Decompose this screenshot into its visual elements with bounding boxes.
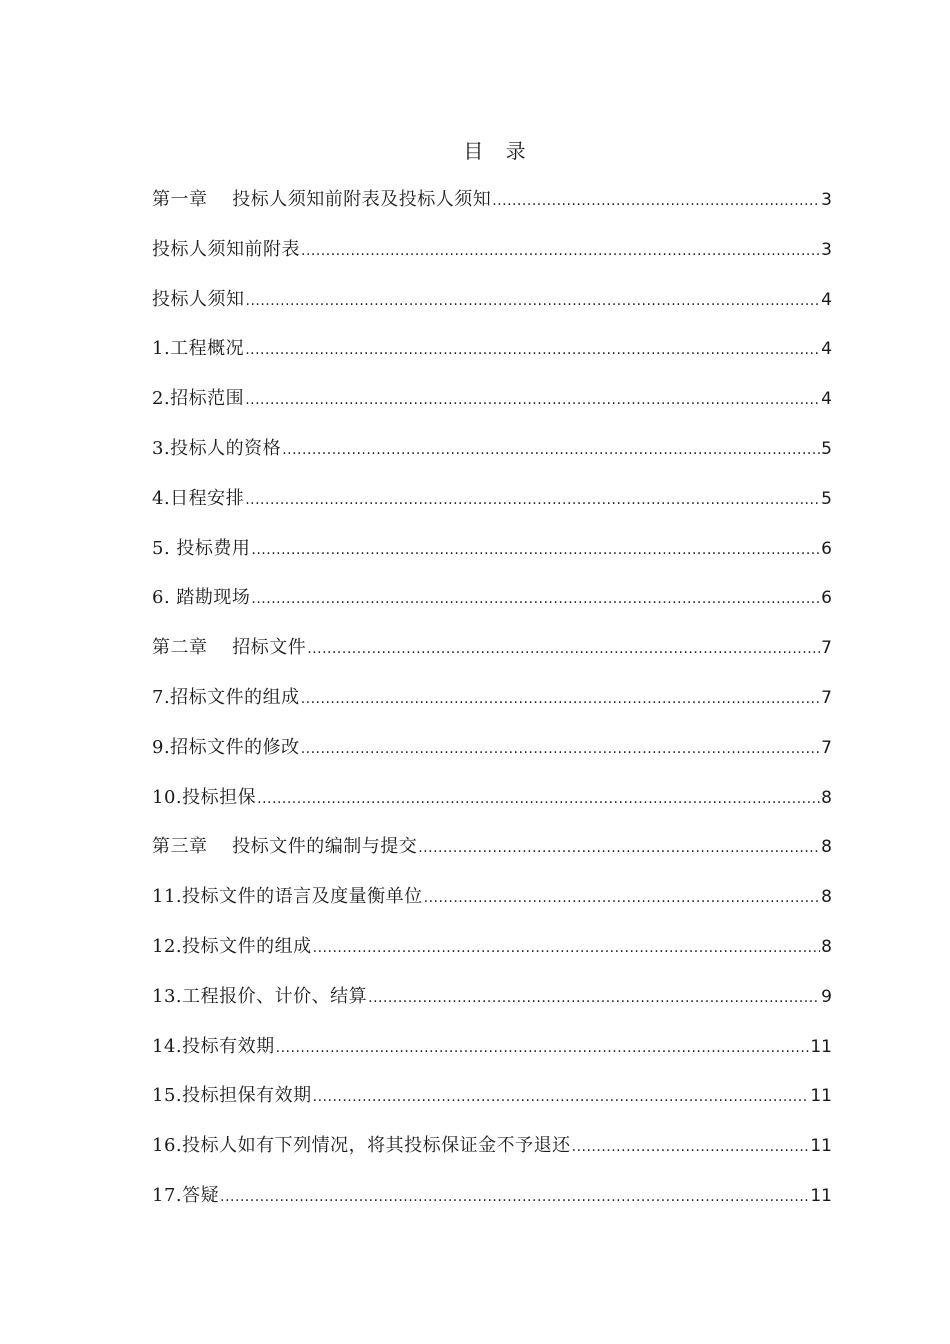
toc-entry-page: 3 (821, 239, 832, 260)
toc-entry[interactable] (152, 933, 832, 983)
toc-leader-dots (276, 1034, 810, 1062)
toc-leader-dots (220, 1183, 809, 1211)
toc-entry[interactable] (152, 983, 832, 1033)
toc-entry-page: 4 (821, 339, 832, 360)
toc-entry-page: 8 (821, 837, 832, 858)
toc-entry-label: 4.日程安排 (152, 487, 245, 509)
toc-entry-page: 3 (821, 190, 832, 210)
toc-leader-dots (245, 386, 820, 414)
toc-entry-label: 第一章 投标人须知前附表及投标人须知 (152, 189, 492, 210)
toc-entry-label: 6. 踏勘现场 (152, 587, 251, 609)
toc-entry-page: 11 (810, 1185, 832, 1206)
toc-entry-page: 6 (821, 588, 832, 609)
toc-entry[interactable] (152, 684, 832, 734)
toc-leader-dots (245, 336, 820, 364)
toc-leader-dots (251, 536, 820, 564)
toc-entry-label: 投标人须知前附表 (152, 238, 300, 260)
toc-entry[interactable] (152, 186, 832, 236)
toc-entry[interactable] (152, 734, 832, 784)
toc-entry-page: 11 (810, 1036, 832, 1057)
toc-entry-page: 6 (821, 538, 832, 559)
toc-leader-dots (424, 884, 821, 912)
toc-entry-label: 17.答疑 (152, 1184, 220, 1206)
toc-entry-label: 15.投标担保有效期 (152, 1085, 312, 1107)
toc-leader-dots (307, 635, 820, 663)
toc-entry-page: 4 (821, 389, 832, 410)
toc-entry-page: 11 (810, 1136, 832, 1157)
toc-entry-label: 10.投标担保 (152, 786, 257, 808)
toc-entry[interactable] (152, 236, 832, 286)
toc-leader-dots (257, 785, 820, 813)
toc-entry[interactable] (152, 335, 832, 385)
toc-leader-dots (313, 1083, 810, 1111)
toc-entry[interactable] (152, 784, 832, 834)
toc-leader-dots (282, 436, 820, 464)
toc-entry[interactable] (152, 584, 832, 634)
toc-entry[interactable] (152, 1182, 832, 1232)
toc-leader-dots (368, 984, 820, 1012)
toc-entry-label: 5. 投标费用 (152, 537, 251, 559)
toc-leader-dots (492, 187, 820, 215)
toc-entry-page: 7 (821, 737, 832, 758)
toc-leader-dots (245, 486, 820, 514)
toc-entry-label: 16.投标人如有下列情况，将其投标保证金不予退还 (152, 1135, 571, 1157)
toc-entry[interactable] (152, 883, 832, 933)
toc-entry-page: 7 (821, 687, 832, 708)
toc-entry[interactable] (152, 634, 832, 684)
toc-entry-label: 投标人须知 (152, 288, 245, 310)
toc-entry-label: 1.工程概况 (152, 338, 245, 360)
toc-entry[interactable] (152, 1082, 832, 1132)
toc-entry-label: 11.投标文件的语言及度量衡单位 (152, 886, 423, 908)
toc-entry-label: 9.招标文件的修改 (152, 736, 300, 758)
toc-leader-dots (301, 735, 820, 763)
toc-entry-page: 11 (810, 1086, 832, 1107)
toc-entry-label: 2.招标范围 (152, 388, 245, 410)
toc-leader-dots (251, 585, 820, 613)
toc-entry[interactable] (152, 286, 832, 336)
toc-entry-label: 14.投标有效期 (152, 1035, 275, 1057)
toc-leader-dots (572, 1133, 810, 1161)
toc-entry-page: 8 (821, 936, 832, 957)
toc-leader-dots (313, 934, 821, 962)
toc-list (152, 186, 832, 1232)
toc-entry-page: 7 (821, 638, 832, 659)
toc-entry[interactable] (152, 485, 832, 535)
toc-entry-label: 12.投标文件的组成 (152, 935, 312, 957)
toc-entry[interactable] (152, 833, 832, 883)
toc-entry[interactable] (152, 1132, 832, 1182)
toc-entry-label: 3.投标人的资格 (152, 437, 282, 459)
toc-entry-page: 5 (821, 488, 832, 509)
toc-leader-dots (301, 237, 820, 265)
toc-entry[interactable] (152, 535, 832, 585)
toc-leader-dots (301, 685, 820, 713)
toc-title: 目 录 (463, 139, 534, 163)
toc-entry-label: 第三章 投标文件的编制与提交 (152, 836, 418, 858)
toc-entry-label: 第二章 招标文件 (152, 637, 307, 659)
toc-entry-page: 8 (821, 887, 832, 908)
toc-entry-label: 7.招标文件的组成 (152, 686, 300, 708)
toc-entry-page: 9 (821, 986, 832, 1007)
toc-entry-page: 4 (821, 289, 832, 310)
toc-entry[interactable] (152, 1033, 832, 1083)
toc-leader-dots (246, 287, 821, 315)
toc-leader-dots (418, 834, 820, 862)
toc-entry[interactable] (152, 435, 832, 485)
toc-entry[interactable] (152, 385, 832, 435)
toc-entry-page: 5 (821, 438, 832, 459)
toc-entry-page: 8 (821, 787, 832, 808)
toc-entry-label: 13.工程报价、计价、结算 (152, 985, 368, 1007)
